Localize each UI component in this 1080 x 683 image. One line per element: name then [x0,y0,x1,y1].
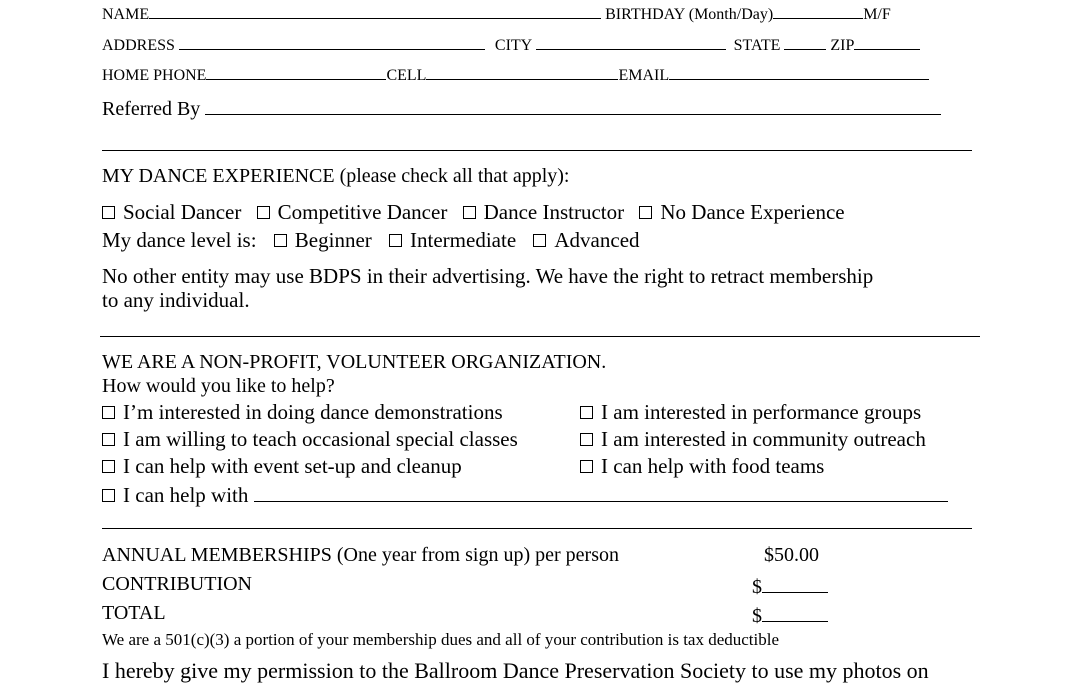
checkbox-icon[interactable] [102,489,115,502]
contribution-amount [752,574,828,597]
state-label: STATE [733,37,781,54]
checkbox-icon[interactable] [257,206,270,219]
home-phone-field[interactable] [206,65,386,80]
checkbox-icon[interactable] [102,206,115,219]
phone-row [102,65,929,84]
cell-label: CELL [386,67,427,84]
volunteer-option[interactable]: I can help with [102,483,248,507]
checkbox-icon[interactable] [533,234,546,247]
experience-option[interactable]: Social Dancer [102,200,241,224]
membership-label: ANNUAL MEMBERSHIPS (One year from sign up) per person [102,544,619,566]
volunteer-other-row [102,483,948,506]
volunteer-option[interactable]: I can help with event set-up and cleanup [102,456,462,477]
other-help-continuation-line[interactable] [102,528,972,529]
experience-option[interactable]: Dance Instructor [463,200,625,224]
checkbox-icon[interactable] [102,406,115,419]
checkbox-icon[interactable] [463,206,476,219]
dance-level-row [102,230,640,251]
volunteer-option[interactable]: I’m interested in doing dance demonstrations [102,402,503,423]
name-label: NAME [102,6,150,23]
level-option[interactable]: Intermediate [389,228,516,252]
advertising-notice-line1: No other entity may use BDPS in their advertising. We have the right to retract membership [102,264,874,288]
volunteer-option[interactable]: I am willing to teach occasional special classes [102,429,518,450]
referred-row [102,96,941,119]
checkbox-icon[interactable] [389,234,402,247]
referred-by-field[interactable] [205,96,941,115]
state-field[interactable] [784,35,826,50]
total-label: TOTAL [102,602,166,624]
dollar-sign: $ [752,576,762,598]
address-field[interactable] [179,35,485,50]
name-field[interactable] [149,4,601,19]
zip-field[interactable] [854,35,920,50]
checkbox-icon[interactable] [102,460,115,473]
checkbox-icon[interactable] [580,460,593,473]
section-divider [100,336,980,337]
other-help-field[interactable] [254,483,948,502]
city-label: CITY [494,37,532,54]
volunteer-question: How would you like to help? [102,375,335,397]
referred-by-label: Referred By [102,98,201,120]
home-phone-label: HOME PHONE [102,67,207,84]
volunteer-heading: WE ARE A NON-PROFIT, VOLUNTEER ORGANIZATION. [102,351,607,373]
checkbox-icon[interactable] [102,433,115,446]
level-option[interactable]: Advanced [533,228,639,252]
volunteer-option[interactable]: I am interested in performance groups [580,402,921,423]
birthday-field[interactable] [773,4,863,19]
experience-heading: MY DANCE EXPERIENCE (please check all that apply): [102,165,570,187]
city-field[interactable] [536,35,726,50]
advertising-notice-line2: to any individual. [102,288,250,312]
referred-continuation-line[interactable] [102,150,972,151]
email-field[interactable] [669,65,929,80]
address-row [102,35,920,54]
checkbox-icon[interactable] [580,406,593,419]
checkbox-icon[interactable] [274,234,287,247]
zip-label: ZIP [830,37,855,54]
cell-field[interactable] [426,65,618,80]
contribution-label: CONTRIBUTION [102,573,252,595]
checkbox-icon[interactable] [580,433,593,446]
contribution-field[interactable] [762,574,828,593]
volunteer-option[interactable]: I am interested in community outreach [580,429,926,450]
experience-option[interactable]: No Dance Experience [639,200,844,224]
membership-amount: $50.00 [764,544,819,566]
name-row [102,4,891,23]
tax-note: We are a 501(c)(3) a portion of your membership dues and all of your contribution is tax deductible [102,630,780,649]
photo-permission-text: I hereby give my permission to the Ballroom Dance Preservation Society to use my photos on [102,658,929,683]
volunteer-option[interactable]: I can help with food teams [580,456,824,477]
dollar-sign: $ [752,605,762,627]
dance-level-label: My dance level is: [102,228,257,252]
total-amount [752,603,828,626]
gender-label: M/F [863,6,891,23]
address-label: ADDRESS [102,37,175,54]
checkbox-icon[interactable] [639,206,652,219]
email-label: EMAIL [618,67,670,84]
birthday-label: BIRTHDAY (Month/Day) [605,6,774,23]
experience-option[interactable]: Competitive Dancer [257,200,448,224]
total-field[interactable] [762,603,828,622]
level-option[interactable]: Beginner [274,228,372,252]
experience-options [102,202,845,223]
